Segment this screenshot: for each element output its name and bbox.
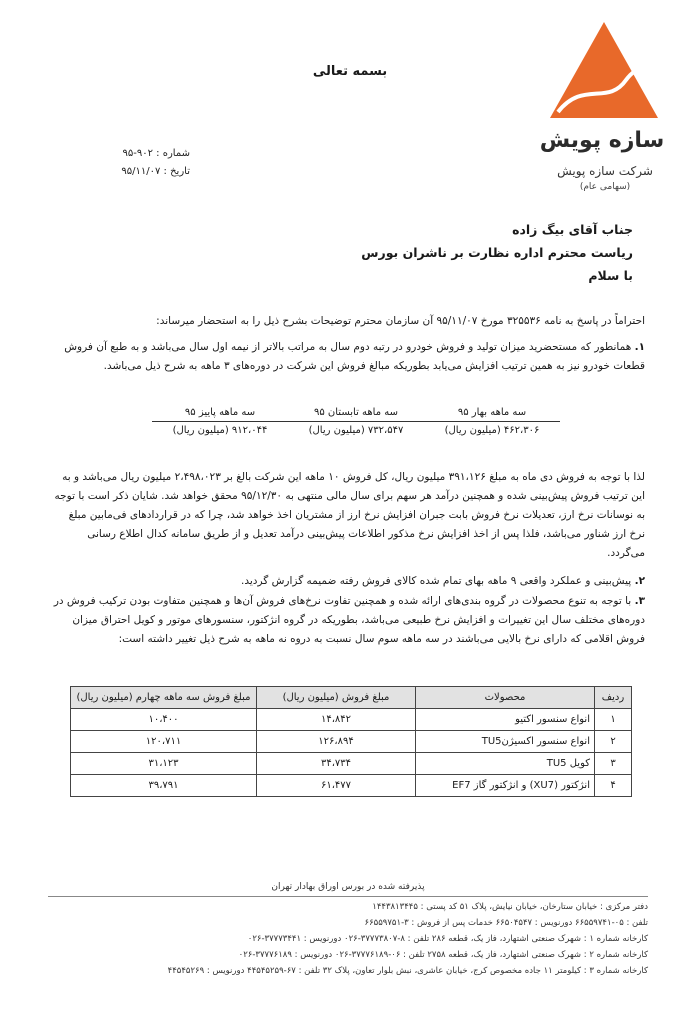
col-header-sales: مبلغ فروش (میلیون ریال) xyxy=(257,687,416,709)
quarter-header: سه ماهه بهار ۹۵ xyxy=(424,404,560,422)
company-type: (سهامی عام) xyxy=(579,182,631,192)
footer-line-phone: تلفن : ۰۵-۶۶۵۵۹۷۴۱ دورنویس : ۶۶۵۰۴۵۴۷ خدمات پس از فروش : ۳-۶۶۵۵۹۷۵۱ xyxy=(364,918,648,928)
item-2-number: ۲. xyxy=(634,575,645,587)
product-name: انژکتور (XU7) و انژکتور گاز EF7 xyxy=(416,775,595,797)
sales-paragraph: لذا با توجه به فروش دی ماه به مبلغ ۳۹۱،۱۲۶ میلیون ریال، کل فروش ۱۰ ماهه این شرکت بالغ بر ۲،۴۹۸،۰۲۳ میلیون ریال می‌باشد و به این ترتیب فروش پیش‌بینی شده و همچنین درآمد هر سهم برای سال مالی منتهی به ۹۵/۱۲/۳۰ محقق خواهد شد. شایان ذکر است با توجه به نوسانات نرخ ارز، تعدیلات نرخ فروش بابت جبران افزایش نرخ ارز از مشتریان اخذ خواهد شد، چرا که در قراردادهای فی‌مابین مبلغ نرخ ارز شناور می‌باشد، فلذا پس از اخذ افزایش نرخ مذکور اطلاعات پیش‌بینی درآمد تعدیل و از طریق سامانه کدال اطلاع رسانی می‌گردد. xyxy=(54,471,645,559)
table-row xyxy=(71,731,632,753)
col-header-row-num: ردیف xyxy=(595,687,632,709)
q4-sales-value: ۳۹،۷۹۱ xyxy=(71,775,257,797)
q4-sales-value: ۱۰،۴۰۰ xyxy=(71,709,257,731)
quarterly-sales-table xyxy=(152,404,560,439)
stock-exchange-note: پذیرفته شده در بورس اوراق بهادار تهران xyxy=(271,882,425,892)
footer-line-hq: دفتر مرکزی : خیابان ستارخان، خیابان نیایش، پلاک ۵۱ کد پستی : ۱۴۴۳۸۱۳۴۴۵ xyxy=(372,902,648,912)
company-name: شرکت سازه پویش xyxy=(557,164,653,178)
product-name: انواع سنسور اکسیژنTU5 xyxy=(416,731,595,753)
q4-sales-value: ۳۱،۱۲۳ xyxy=(71,753,257,775)
table-header-row xyxy=(71,687,632,709)
item-2-text: پیش‌بینی و عملکرد واقعی ۹ ماهه بهای تمام شده کالای فروش رفته ضمیمه گزارش گردید. xyxy=(241,575,632,587)
products-sales-table xyxy=(70,686,632,797)
footer-line-factory1: کارخانه شماره ۱ : شهرک صنعتی اشتهارد، فاز یک، قطعه ۲۸۶ تلفن : ۸-۳۷۷۷۳۸۰۷-۰۲۶ دورنویس : ۳۷۷۷۳۴۴۱-۰۲۶ xyxy=(247,934,648,944)
item-2 xyxy=(50,572,645,591)
sales-value: ۱۴،۸۴۲ xyxy=(257,709,416,731)
item-3-text: با توجه به تنوع محصولات در گروه بندی‌های ارائه شده و همچنین تفاوت نرخ‌های فروش آن‌ها و همچنین متفاوت بودن ترکیب فروش در دوره‌های مختلف سال این تغییرات و افزایش نرخ طبیعی می‌باشد، بطوریکه در گروه انژکتور، سنسورهای موتور و کویل احتراق میزان فروش اقلامی که دارای نرخ بالایی می‌باشند در سه ماهه سوم سال نسبت به دروه نه ماهه به شرح ذیل تغییر داشته است: xyxy=(53,595,645,645)
salutation: با سلام xyxy=(588,268,633,283)
letter-date: تاریخ : ۹۵/۱۱/۰۷ xyxy=(121,166,190,177)
q4-sales-value: ۱۲۰،۷۱۱ xyxy=(71,731,257,753)
recipient-title: ریاست محترم اداره نظارت بر ناشران بورس xyxy=(361,245,633,260)
quarter-value: ۷۳۲،۵۴۷ (میلیون ریال) xyxy=(308,425,404,436)
sales-value: ۱۲۶،۸۹۴ xyxy=(257,731,416,753)
item-3 xyxy=(50,592,645,649)
item-1-text: همانطور که مستحضرید میزان تولید و فروش خودرو در رتبه دوم سال به مراتب بالاتر از نیمه اول سال می‌باشد و به طبع آن فروش قطعات خودرو نیز به همین ترتیب افزایش می‌یابد بطوریکه مبالغ فروش این شرکت در دوره‌های ۳ ماهه به شرح ذیل می‌باشد. xyxy=(64,341,645,372)
letter-number: شماره : ۹۰۲-۹۵ xyxy=(122,148,190,159)
footer-line-factory2: کارخانه شماره ۲ : شهرک صنعتی اشتهارد، فاز یک، قطعه ۲۷۵۸ تلفن : ۰۶-۳۷۷۷۶۱۸۹-۰۲۶ دورنویس : ۳۷۷۷۶۱۸۹-۰۲۶ xyxy=(238,950,648,960)
row-number: ۱ xyxy=(595,709,632,731)
brand-wordmark: سازه پویش xyxy=(539,128,665,153)
quarter-value: ۹۱۲،۰۴۴ (میلیون ریال) xyxy=(172,425,268,436)
quarter-header: سه ماهه پاییز ۹۵ xyxy=(152,404,288,422)
col-header-q4-sales: مبلغ فروش سه ماهه چهارم (میلیون ریال) xyxy=(71,687,257,709)
table-row xyxy=(71,709,632,731)
sales-value: ۳۴،۷۳۴ xyxy=(257,753,416,775)
item-1-number: ۱. xyxy=(634,341,645,353)
recipient-name: جناب آقای بیگ زاده xyxy=(512,222,633,237)
intro-paragraph: احتراماً در پاسخ به نامه ۳۲۵۵۳۶ مورخ ۹۵/۱۱/۰۷ آن سازمان محترم توضیحات بشرح ذیل را به استحضار میرساند: xyxy=(156,315,645,327)
basmala-heading: بسمه تعالی xyxy=(312,64,388,79)
product-name: انواع سنسور اکتیو xyxy=(416,709,595,731)
footer-divider xyxy=(48,896,648,897)
quarter-value: ۴۶۲،۳۰۶ (میلیون ریال) xyxy=(444,425,540,436)
sales-value: ۶۱،۴۷۷ xyxy=(257,775,416,797)
quarter-header: سه ماهه تابستان ۹۵ xyxy=(288,404,424,422)
row-number: ۴ xyxy=(595,775,632,797)
row-number: ۳ xyxy=(595,753,632,775)
company-logo-icon xyxy=(548,20,660,120)
table-row xyxy=(71,775,632,797)
item-3-number: ۳. xyxy=(634,595,645,607)
table-row xyxy=(71,753,632,775)
row-number: ۲ xyxy=(595,731,632,753)
footer-line-factory3: کارخانه شماره ۳ : کیلومتر ۱۱ جاده مخصوص کرج، خیابان عاشری، نبش بلوار تعاون، پلاک ۳۲ تلفن : ۶۷-۴۴۵۴۵۲۵۹ دورنویس : ۴۴۵۴۵۲۶۹ xyxy=(167,966,648,976)
col-header-product: محصولات xyxy=(416,687,595,709)
item-1 xyxy=(50,338,645,376)
product-name: کویل TU5 xyxy=(416,753,595,775)
